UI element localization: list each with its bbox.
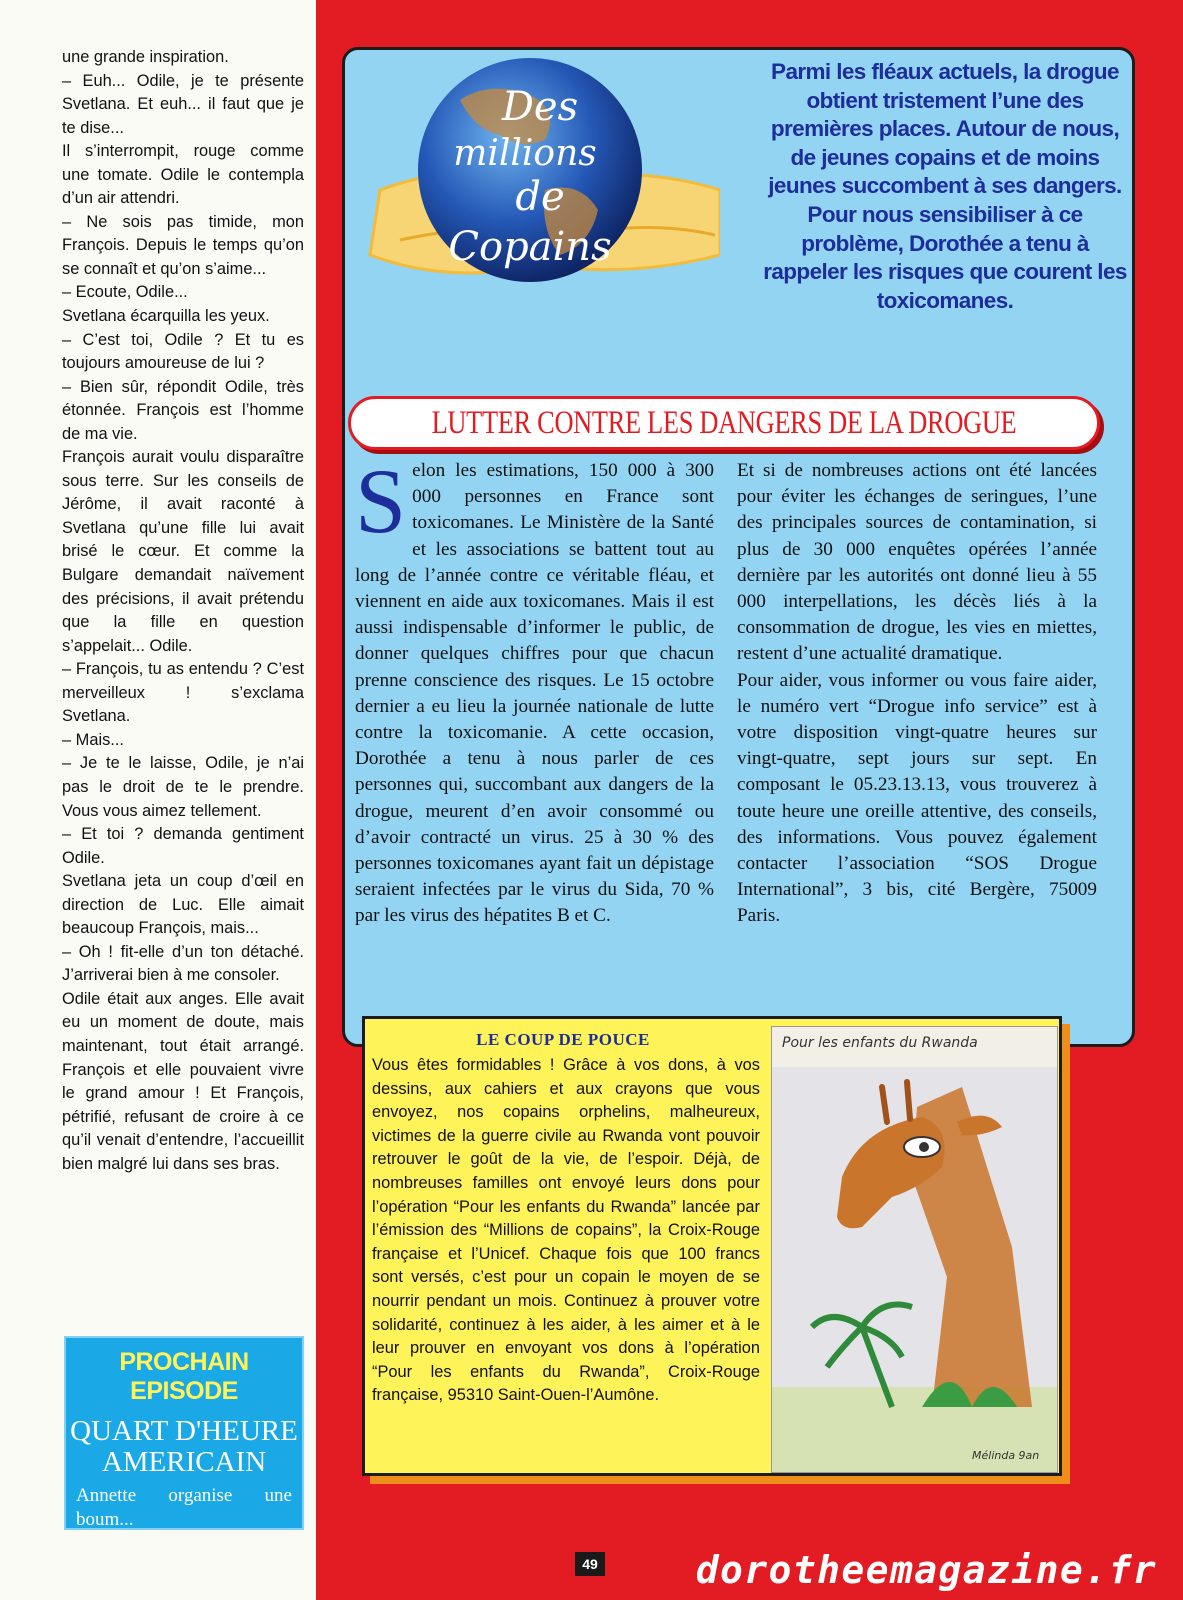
- intro-text: Parmi les fléaux actuels, la drogue obtient tristement l’une des premières places. Autour de nous, de jeunes copains et de moins jeunes succombent à ses dangers. Pour nous sensibiliser à ce problème, Dorothée a tenu à rappeler les risques que courent les toxicomanes.: [763, 59, 1127, 313]
- story-line: – Euh... Odile, je te présente Svetlana. Et euh... il faut que je te dise...: [62, 71, 304, 137]
- story-line: – François, tu as entendu ? C’est merveilleux ! s’exclama Svetlana.: [62, 660, 304, 726]
- next-episode-title: QUART D'HEURE AMERICAIN: [70, 1415, 298, 1478]
- story-line: une grande inspiration.: [62, 48, 229, 66]
- story-line: – Ecoute, Odile...: [62, 283, 188, 302]
- story-line: – Bien sûr, répondit Odile, très étonnée. François est l’homme de ma vie.: [62, 377, 304, 443]
- story-line: – Oh ! fit-elle d’un ton détaché. J’arriverai bien à me consoler.: [62, 942, 304, 985]
- page-number: 49: [575, 1552, 605, 1576]
- site-watermark: dorotheemagazine.fr: [695, 1548, 1157, 1592]
- story-text: [62, 46, 304, 1176]
- article-column-1: [355, 450, 714, 930]
- left-column: [0, 0, 316, 1600]
- story-line: – Ne sois pas timide, mon François. Depuis le temps qu’on se connaît et qu’on s’aime...: [62, 212, 304, 278]
- drawing-signature: Mélinda 9an: [972, 1449, 1040, 1462]
- drawing-caption: Pour les enfants du Rwanda: [782, 1035, 978, 1051]
- next-episode-description: Annette organise une boum...: [76, 1485, 292, 1530]
- next-episode-box: [64, 1336, 304, 1530]
- story-line: Il s’interrompit, rouge comme une tomate. Odile le contempla d’un air attendri.: [62, 142, 304, 208]
- headline: LUTTER CONTRE LES DANGERS DE LA DROGUE: [431, 405, 1017, 441]
- article-column-2: [737, 458, 1097, 930]
- story-line: – Et toi ? demanda gentiment Odile.: [62, 825, 304, 867]
- story-line: Svetlana écarquilla les yeux.: [62, 307, 270, 326]
- logo-line: millions: [453, 133, 597, 174]
- article-paragraph: Pour aider, vous informer ou vous faire aider, le numéro vert “Drogue info service” est à votre disposition vingt-quatre heures sur vingt-quatre, sept jours sur sept. En composant le 05.23.13.13, vous trouverez à toute heure une oreille attentive, des conseils, des informations. Vous pouvez également contacter l’association “SOS Drogue International”, 3 bis, cité Bergère, 75009 Paris.: [737, 669, 1097, 927]
- coup-de-pouce-text: Vous êtes formidables ! Grâce à vos dons, à vos dessins, aux cahiers et aux crayons que vous envoyez, nos copains orphelins, malheureux, victimes de la guerre civile au Rwanda vont pouvoir retrouver le goût de la vie, de l’espoir. Déjà, de nombreuses familles ont envoyé leurs dons pour l’opération “Pour les enfants du Rwanda” lancée par l’émission des “Millions de copains”, la Croix-Rouge française et l’Unicef. Chaque fois que 100 francs sont versés, c’est pour un copain le moyen de se nourrir pendant un mois. Continuez à prouver votre solidarité, continuez à les aider, à les aimer et à le leur prouver en envoyant vos dons à l’opération “Pour les enfants du Rwanda”, Croix-Rouge française, 95310 Saint-Ouen-l’Aumône.: [372, 1056, 760, 1405]
- story-line: Svetlana jeta un coup d’œil en direction de Luc. Elle aimait beaucoup François, mais...: [62, 872, 304, 938]
- article-paragraph: Et si de nombreuses actions ont été lancées pour éviter les échanges de seringues, l’une des principales sources de contamination, si plus de 30 000 enquêtes opérées l’année dernière par les autorités ont donné lieu à 55 000 interpellations, les décès liés à la consommation de drogue, les vies en miettes, restent d’une actualité dramatique.: [737, 460, 1097, 665]
- next-episode-label: PROCHAIN EPISODE: [119, 1348, 249, 1405]
- coup-de-pouce-heading: LE COUP DE POUCE: [476, 1030, 650, 1049]
- headline-banner: [348, 396, 1100, 450]
- giraffe-drawing: [771, 1026, 1058, 1473]
- logo-line: Des: [501, 84, 579, 130]
- drop-cap: S: [355, 450, 407, 552]
- story-line: – C’est toi, Odile ? Et tu es toujours amoureuse de lui ?: [62, 330, 304, 373]
- logo-line: Copains: [448, 224, 612, 270]
- story-line: – Mais...: [62, 730, 124, 749]
- story-line: Odile était aux anges. Elle avait eu un moment de doute, mais maintenant, tout était arrangé. François et elle pouvaient vivre le grand amour ! Et François, pétrifié, refusant de croire à ce qu’il venait d’entendre, l’accueillit bien malgré lui dans ses bras.: [62, 989, 304, 1173]
- article-text: elon les estimations, 150 000 à 300 000 personnes en France sont toxicomanes. Le Ministère de la Santé et les associations se battent tout au long de l’année contre ce véritable fléau, et viennent en aide aux toxicomanes. Mais il est aussi indispensable d’informer le public, de donner quelques chiffres pour que chacun prenne conscience des risques. Le 15 octobre dernier a eu lieu la journée nationale de lutte contre la toxicomanie. A cette occasion, Dorothée a tenu à nous parler de ces personnes qui, succombant aux dangers de la drogue, meurent d’en avoir consommé ou d’avoir contracté un virus. 25 à 30 % des personnes toxicomanes ayant fait un dépistage seraient infectées par le virus du Sida, 70 % par les virus des hépatites B et C.: [355, 460, 714, 927]
- millions-de-copains-logo: [340, 40, 720, 310]
- logo-line: de: [515, 174, 565, 220]
- story-line: – Je te le laisse, Odile, je n’ai pas le droit de te le prendre. Vous vous aimez tellement.: [62, 754, 304, 820]
- story-line: François aurait voulu disparaître sous terre. Sur les conseils de Jérôme, il avait raconté à Svetlana qu’une fille lui avait brisé le cœur. Et comme la Bulgare demandait naïvement des précisions, il avait prétendu que la fille en question s’appelait... Odile.: [62, 448, 304, 655]
